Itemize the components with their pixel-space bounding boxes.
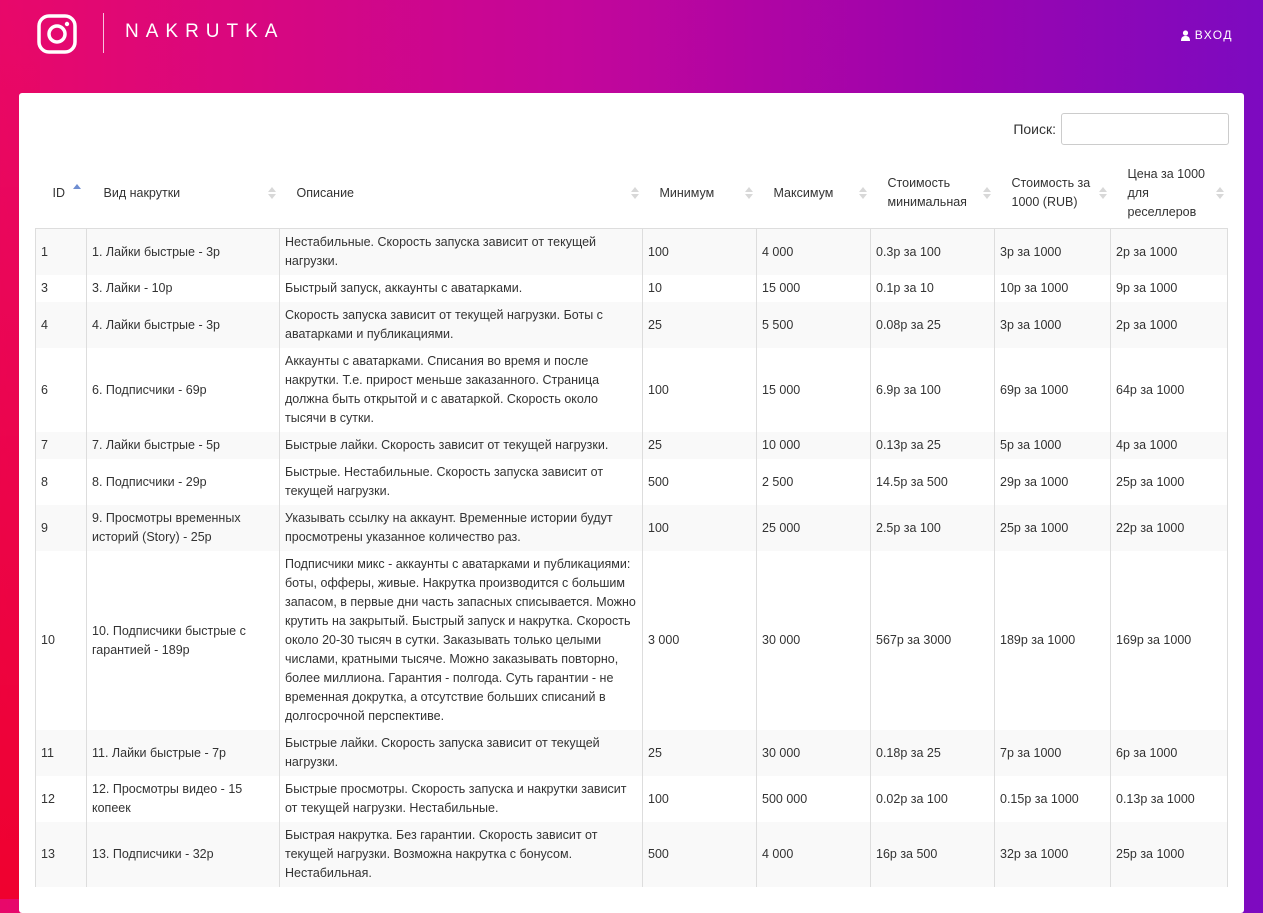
user-icon: [1181, 30, 1190, 41]
cell-service-type: 7. Лайки быстрые - 5р: [87, 432, 280, 459]
column-header-maximum[interactable]: [757, 158, 871, 229]
cell-service-type: 8. Подписчики - 29р: [87, 459, 280, 505]
cell-min-cost: 0.02р за 100: [871, 776, 995, 822]
services-table: [35, 158, 1228, 887]
cell-min-cost: 14.5р за 500: [871, 459, 995, 505]
cell-service-type: 3. Лайки - 10р: [87, 275, 280, 302]
table-row: [36, 229, 1228, 276]
cell-min-cost: 0.08р за 25: [871, 302, 995, 348]
cell-maximum: 2 500: [757, 459, 871, 505]
login-label: ВХОД: [1194, 28, 1233, 42]
sort-both-icon: [268, 186, 276, 200]
sort-asc-icon: [73, 183, 81, 197]
cell-cost-per-1000: 189р за 1000: [995, 551, 1111, 730]
cell-reseller-price: 9р за 1000: [1111, 275, 1228, 302]
cell-maximum: 25 000: [757, 505, 871, 551]
column-header-label: Описание: [296, 185, 355, 200]
cell-cost-per-1000: 25р за 1000: [995, 505, 1111, 551]
cell-service-type: 9. Просмотры временных историй (Story) - 25р: [87, 505, 280, 551]
cell-reseller-price: 6р за 1000: [1111, 730, 1228, 776]
column-header-label: Цена за 1000 для реселлеров: [1127, 166, 1205, 219]
cell-minimum: 25: [643, 730, 757, 776]
column-header-min-cost[interactable]: [871, 158, 995, 229]
sort-both-icon: [1216, 186, 1224, 200]
table-row: [36, 551, 1228, 730]
services-card: [19, 93, 1244, 913]
column-header-reseller-price[interactable]: [1111, 158, 1228, 229]
header: [0, 0, 1263, 93]
cell-maximum: 30 000: [757, 551, 871, 730]
header-divider: [103, 13, 104, 53]
search-box: [1013, 113, 1229, 145]
table-row: [36, 302, 1228, 348]
cell-reseller-price: 25р за 1000: [1111, 459, 1228, 505]
table-row: [36, 348, 1228, 432]
cell-maximum: 15 000: [757, 348, 871, 432]
cell-reseller-price: 4р за 1000: [1111, 432, 1228, 459]
cell-description: Нестабильные. Скорость запуска зависит от текущей нагрузки.: [280, 229, 643, 276]
column-header-minimum[interactable]: [643, 158, 757, 229]
column-header-label: Вид накрутки: [103, 185, 181, 200]
sort-both-icon: [983, 186, 991, 200]
cell-reseller-price: 2р за 1000: [1111, 302, 1228, 348]
sort-both-icon: [1099, 186, 1107, 200]
cell-min-cost: 0.13р за 25: [871, 432, 995, 459]
cell-min-cost: 0.18р за 25: [871, 730, 995, 776]
cell-reseller-price: 25р за 1000: [1111, 822, 1228, 887]
cell-description: Скорость запуска зависит от текущей нагрузки. Боты с аватарками и публикациями.: [280, 302, 643, 348]
cell-minimum: 100: [643, 348, 757, 432]
cell-service-type: 1. Лайки быстрые - 3р: [87, 229, 280, 276]
cell-min-cost: 0.1р за 10: [871, 275, 995, 302]
cell-id: 13: [36, 822, 87, 887]
cell-service-type: 12. Просмотры видео - 15 копеек: [87, 776, 280, 822]
cell-maximum: 4 000: [757, 822, 871, 887]
cell-min-cost: 2.5р за 100: [871, 505, 995, 551]
cell-id: 6: [36, 348, 87, 432]
table-row: [36, 459, 1228, 505]
cell-maximum: 4 000: [757, 229, 871, 276]
cell-description: Быстрые лайки. Скорость запуска зависит от текущей нагрузки.: [280, 730, 643, 776]
cell-cost-per-1000: 29р за 1000: [995, 459, 1111, 505]
table-row: [36, 275, 1228, 302]
table-row: [36, 432, 1228, 459]
cell-cost-per-1000: 10р за 1000: [995, 275, 1111, 302]
search-input[interactable]: [1061, 113, 1229, 145]
cell-service-type: 4. Лайки быстрые - 3р: [87, 302, 280, 348]
cell-id: 7: [36, 432, 87, 459]
cell-minimum: 25: [643, 302, 757, 348]
column-header-label: Стоимость минимальная: [887, 176, 967, 209]
cell-id: 12: [36, 776, 87, 822]
cell-maximum: 15 000: [757, 275, 871, 302]
table-body: [36, 229, 1228, 888]
cell-cost-per-1000: 0.15р за 1000: [995, 776, 1111, 822]
column-header-label: ID: [52, 185, 65, 200]
cell-description: Быстрые. Нестабильные. Скорость запуска зависит от текущей нагрузки.: [280, 459, 643, 505]
cell-cost-per-1000: 7р за 1000: [995, 730, 1111, 776]
column-header-service-type[interactable]: [87, 158, 280, 229]
sort-both-icon: [631, 186, 639, 200]
cell-description: Быстрые лайки. Скорость зависит от текущей нагрузки.: [280, 432, 643, 459]
cell-description: Аккаунты с аватарками. Списания во время и после накрутки. Т.е. прирост меньше заказанного. Страница должна быть открытой и с аватаркой. Скорость около тысячи в сутки.: [280, 348, 643, 432]
cell-maximum: 10 000: [757, 432, 871, 459]
table-row: [36, 730, 1228, 776]
cell-minimum: 500: [643, 459, 757, 505]
table-row: [36, 822, 1228, 887]
cell-reseller-price: 22р за 1000: [1111, 505, 1228, 551]
cell-minimum: 25: [643, 432, 757, 459]
search-label: Поиск:: [1013, 121, 1056, 137]
sort-both-icon: [859, 186, 867, 200]
cell-reseller-price: 169р за 1000: [1111, 551, 1228, 730]
cell-min-cost: 6.9р за 100: [871, 348, 995, 432]
cell-cost-per-1000: 5р за 1000: [995, 432, 1111, 459]
cell-description: Подписчики микс - аккаунты с аватарками и публикациями: боты, офферы, живые. Накрутка производится с большим запасом, в первые дни часть запасных списывается. Можно крутить на закрытый. Быстрый запуск и накрутка. Скорость около 20-30 тысяч в сутки. Заказывать только целыми числами, кратными тысяче. Можно заказывать повторно, более миллиона. Гарантия - полгода. Суть гарантии - не временная докрутка, а отсутствие больших списаний в долгосрочной перспективе.: [280, 551, 643, 730]
column-header-label: Максимум: [773, 185, 834, 200]
cell-reseller-price: 2р за 1000: [1111, 229, 1228, 276]
table-header-row: [36, 158, 1228, 229]
cell-description: Быстрые просмотры. Скорость запуска и накрутки зависит от текущей нагрузки. Нестабильные.: [280, 776, 643, 822]
cell-id: 8: [36, 459, 87, 505]
cell-cost-per-1000: 69р за 1000: [995, 348, 1111, 432]
cell-cost-per-1000: 32р за 1000: [995, 822, 1111, 887]
column-header-id[interactable]: [36, 158, 87, 229]
cell-id: 11: [36, 730, 87, 776]
cell-service-type: 6. Подписчики - 69р: [87, 348, 280, 432]
cell-minimum: 3 000: [643, 551, 757, 730]
cell-maximum: 5 500: [757, 302, 871, 348]
cell-id: 1: [36, 229, 87, 276]
cell-description: Быстрый запуск, аккаунты с аватарками.: [280, 275, 643, 302]
cell-min-cost: 16р за 500: [871, 822, 995, 887]
column-header-label: Стоимость за 1000 (RUB): [1011, 176, 1091, 209]
cell-id: 3: [36, 275, 87, 302]
column-header-label: Минимум: [659, 185, 715, 200]
cell-reseller-price: 64р за 1000: [1111, 348, 1228, 432]
cell-minimum: 100: [643, 776, 757, 822]
brand-name[interactable]: NAKRUTKA: [125, 21, 285, 42]
cell-service-type: 13. Подписчики - 32р: [87, 822, 280, 887]
login-button[interactable]: [1181, 28, 1233, 42]
sort-both-icon: [745, 186, 753, 200]
cell-service-type: 10. Подписчики быстрые с гарантией - 189р: [87, 551, 280, 730]
cell-min-cost: 0.3р за 100: [871, 229, 995, 276]
cell-maximum: 30 000: [757, 730, 871, 776]
cell-minimum: 100: [643, 505, 757, 551]
column-header-description[interactable]: [280, 158, 643, 229]
cell-cost-per-1000: 3р за 1000: [995, 229, 1111, 276]
cell-id: 10: [36, 551, 87, 730]
cell-service-type: 11. Лайки быстрые - 7р: [87, 730, 280, 776]
cell-id: 4: [36, 302, 87, 348]
cell-id: 9: [36, 505, 87, 551]
cell-minimum: 10: [643, 275, 757, 302]
cell-description: Указывать ссылку на аккаунт. Временные истории будут просмотрены указанное количество раз.: [280, 505, 643, 551]
cell-minimum: 100: [643, 229, 757, 276]
cell-description: Быстрая накрутка. Без гарантии. Скорость зависит от текущей нагрузки. Возможна накрутка с бонусом. Нестабильная.: [280, 822, 643, 887]
cell-minimum: 500: [643, 822, 757, 887]
cell-min-cost: 567р за 3000: [871, 551, 995, 730]
column-header-cost-per-1000[interactable]: [995, 158, 1111, 229]
cell-cost-per-1000: 3р за 1000: [995, 302, 1111, 348]
cell-maximum: 500 000: [757, 776, 871, 822]
cell-reseller-price: 0.13р за 1000: [1111, 776, 1228, 822]
instagram-icon[interactable]: [37, 14, 77, 54]
table-row: [36, 776, 1228, 822]
table-row: [36, 505, 1228, 551]
